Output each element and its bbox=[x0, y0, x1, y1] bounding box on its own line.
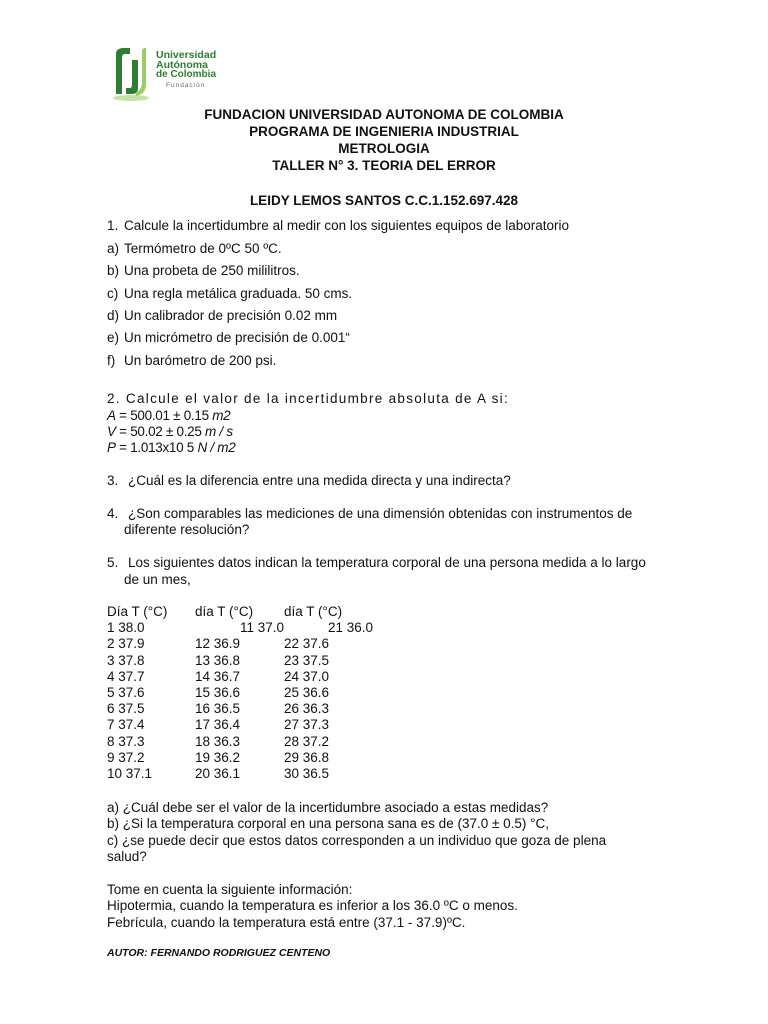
unit-p: N / m2 bbox=[197, 440, 236, 455]
q1-item-text: Un barómetro de 200 psi. bbox=[124, 353, 277, 368]
header-program: PROGRAMA DE INGENIERIA INDUSTRIAL bbox=[249, 124, 519, 139]
q4-number: 4. bbox=[107, 506, 119, 521]
table-cell: 3 37.8 bbox=[107, 653, 145, 668]
logo-line-3: de Colombia bbox=[156, 69, 217, 80]
table-cell: 2 37.9 bbox=[107, 636, 145, 651]
q5-line-1: Los siguientes datos indican la temperatura corporal de una persona medida a lo largo bbox=[128, 555, 646, 570]
var-v: V bbox=[107, 424, 116, 439]
table-cell: 24 37.0 bbox=[284, 669, 330, 684]
table-header-col2: día T (°C) bbox=[195, 604, 254, 619]
table-cell: 18 36.3 bbox=[195, 734, 241, 749]
university-logo bbox=[108, 44, 228, 104]
q2-line-v bbox=[107, 424, 233, 439]
var-p: P bbox=[107, 440, 116, 455]
q1-item-label: a) bbox=[107, 241, 120, 256]
q4-line-2: diferente resolución? bbox=[124, 522, 250, 537]
expr-p: = 1.013x10 5 bbox=[115, 440, 198, 455]
table-cell: 16 36.5 bbox=[195, 701, 241, 716]
q1-item-label: b) bbox=[107, 263, 120, 278]
q2-line-p bbox=[107, 440, 235, 455]
header-workshop: TALLER N° 3. TEORIA DEL ERROR bbox=[272, 158, 496, 173]
q1-item-label: f) bbox=[107, 353, 116, 368]
table-cell: 12 36.9 bbox=[195, 636, 241, 651]
table-cell: 9 37.2 bbox=[107, 750, 145, 765]
university-emblem-icon bbox=[108, 44, 154, 104]
subq-c-line-1: c) ¿se puede decir que estos datos corresponden a un individuo que goza de plena bbox=[107, 833, 607, 848]
expr-a: = 500.01 ± 0.15 bbox=[115, 408, 213, 423]
table-cell: 11 37.0 bbox=[240, 620, 285, 635]
q2-title: 2. Calcule el valor de la incertidumbre absoluta de A si: bbox=[107, 391, 510, 406]
table-cell: 21 36.0 bbox=[328, 620, 374, 635]
var-a: A bbox=[107, 408, 116, 423]
table-cell: 20 36.1 bbox=[195, 766, 241, 781]
table-header-col1: Día T (°C) bbox=[107, 604, 168, 619]
table-cell: 10 37.1 bbox=[107, 766, 153, 781]
q4-line-1: ¿Son comparables las mediciones de una dimensión obtenidas con instrumentos de bbox=[128, 506, 633, 521]
table-cell: 28 37.2 bbox=[284, 734, 330, 749]
q1-item-text: Una regla metálica graduada. 50 cms. bbox=[124, 286, 353, 301]
header-institution: FUNDACION UNIVERSIDAD AUTONOMA DE COLOMBIA bbox=[204, 107, 564, 122]
table-cell: 8 37.3 bbox=[107, 734, 145, 749]
table-cell: 29 36.8 bbox=[284, 750, 330, 765]
q1-item-text: Un micrómetro de precisión de 0.001“ bbox=[124, 330, 350, 345]
q3-number: 3. bbox=[107, 473, 119, 488]
table-cell: 23 37.5 bbox=[284, 653, 330, 668]
table-cell: 4 37.7 bbox=[107, 669, 145, 684]
q5-number: 5. bbox=[107, 555, 119, 570]
q1-item-text: Un calibrador de precisión 0.02 mm bbox=[124, 308, 338, 323]
table-cell: 5 37.6 bbox=[107, 685, 145, 700]
logo-line-2: Autónoma bbox=[156, 59, 208, 71]
q1-item-text: Termómetro de 0ºC 50 ºC. bbox=[124, 241, 282, 256]
table-cell: 22 37.6 bbox=[284, 636, 330, 651]
q3-text: ¿Cuál es la diferencia entre una medida directa y una indirecta? bbox=[128, 473, 511, 488]
table-cell: 1 38.0 bbox=[107, 620, 145, 635]
info-title: Tome en cuenta la siguiente información: bbox=[107, 882, 353, 897]
table-cell: 19 36.2 bbox=[195, 750, 241, 765]
expr-v: = 50.02 ± 0.25 bbox=[115, 424, 206, 439]
unit-v: m / s bbox=[205, 424, 233, 439]
q1-text: Calcule la incertidumbre al medir con los siguientes equipos de laboratorio bbox=[124, 218, 569, 233]
table-cell: 25 36.6 bbox=[284, 685, 330, 700]
q2-line-a bbox=[107, 408, 230, 423]
table-cell: 27 37.3 bbox=[284, 717, 330, 732]
info-line-1: Hipotermia, cuando la temperatura es inferior a los 36.0 ºC o menos. bbox=[107, 898, 518, 913]
table-cell: 13 36.8 bbox=[195, 653, 241, 668]
logo-line-4: Fundación bbox=[166, 82, 206, 89]
author: AUTOR: FERNANDO RODRIGUEZ CENTENO bbox=[107, 947, 331, 959]
header-course: METROLOGIA bbox=[338, 141, 430, 156]
table-cell: 6 37.5 bbox=[107, 701, 145, 716]
subq-a: a) ¿Cuál debe ser el valor de la incertidumbre asociado a estas medidas? bbox=[107, 800, 549, 815]
table-cell: 7 37.4 bbox=[107, 717, 145, 732]
unit-a: m2 bbox=[212, 408, 231, 423]
table-cell: 30 36.5 bbox=[284, 766, 330, 781]
q1-number: 1. bbox=[107, 218, 119, 233]
table-cell: 26 36.3 bbox=[284, 701, 330, 716]
q1-item-label: c) bbox=[107, 286, 119, 301]
logo-line-1: Universidad bbox=[156, 49, 217, 61]
table-cell: 17 36.4 bbox=[195, 717, 241, 732]
q1-item-label: e) bbox=[107, 330, 120, 345]
q1-item-label: d) bbox=[107, 308, 120, 323]
table-cell: 14 36.7 bbox=[195, 669, 241, 684]
subq-c-line-2: salud? bbox=[107, 849, 147, 864]
q5-line-2: de un mes, bbox=[124, 572, 191, 587]
student-name: LEIDY LEMOS SANTOS C.C.1.152.697.428 bbox=[249, 193, 519, 208]
subq-b: b) ¿Si la temperatura corporal en una persona sana es de (37.0 ± 0.5) °C, bbox=[107, 816, 550, 831]
q1-item-text: Una probeta de 250 mililitros. bbox=[124, 263, 300, 278]
table-header-col3: día T (°C) bbox=[284, 604, 343, 619]
table-cell: 15 36.6 bbox=[195, 685, 241, 700]
info-line-2: Febrícula, cuando la temperatura está entre (37.1 - 37.9)ºC. bbox=[107, 915, 466, 930]
